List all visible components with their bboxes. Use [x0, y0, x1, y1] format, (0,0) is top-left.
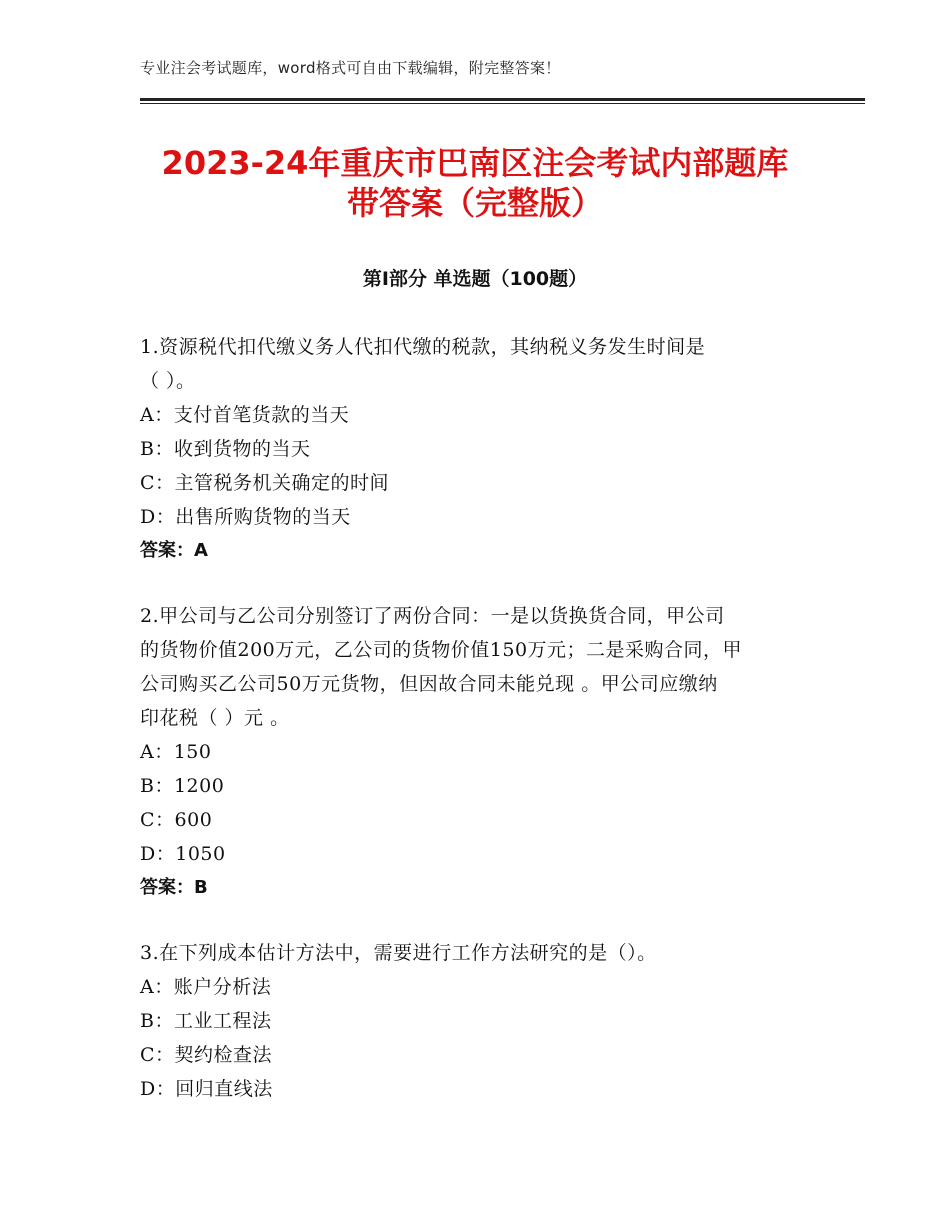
question-text [140, 330, 820, 398]
question-text-line: 3.在下列成本估计方法中，需要进行工作方法研究的是（）。 [140, 942, 657, 964]
question-text-line: 的货物价值200万元，乙公司的货物价值150万元；二是采购合同，甲 [140, 639, 743, 661]
question-2 [140, 599, 820, 905]
document-title-line-2: 带答案（完整版） [346, 184, 603, 222]
question-text [140, 936, 820, 970]
option-c: C：600 [140, 809, 213, 831]
question-text-line: 公司购买乙公司50万元货物，但因故合同未能兑现 。甲公司应缴纳 [140, 673, 718, 695]
option-b: B：工业工程法 [140, 1010, 272, 1032]
option-c: C：主管税务机关确定的时间 [140, 472, 390, 494]
question-text-line: 印花税（ ）元 。 [140, 707, 290, 729]
option-b: B：收到货物的当天 [140, 438, 311, 460]
option-d: D：回归直线法 [140, 1078, 273, 1100]
header-rule-thick [140, 98, 865, 101]
option-b: B：1200 [140, 775, 225, 797]
header-note: 专业注会考试题库，word格式可自由下载编辑，附完整答案！ [140, 59, 561, 77]
question-text-line: 1.资源税代扣代缴义务人代扣代缴的税款，其纳税义务发生时间是 [140, 336, 706, 358]
option-d: D：1050 [140, 843, 226, 865]
option-a: A：账户分析法 [140, 976, 272, 998]
header-rule-thin [140, 103, 865, 104]
question-text-line: 2.甲公司与乙公司分别签订了两份合同：一是以货换货合同，甲公司 [140, 605, 725, 627]
option-a: A：150 [140, 741, 212, 763]
question-text-line: （ ）。 [140, 370, 196, 392]
question-text [140, 599, 820, 735]
answer-label: 答案：B [140, 877, 208, 898]
option-c: C：契约检查法 [140, 1044, 273, 1066]
document-title [100, 143, 850, 223]
question-3 [140, 936, 820, 1106]
document-title-line-1: 2023-24年重庆市巴南区注会考试内部题库 [161, 144, 789, 182]
option-a: A：支付首笔货款的当天 [140, 404, 350, 426]
question-list [140, 330, 820, 1137]
option-d: D：出售所购货物的当天 [140, 506, 351, 528]
section-heading: 第Ⅰ部分 单选题（100题） [362, 268, 588, 290]
answer-label: 答案：A [140, 540, 208, 561]
question-1 [140, 330, 820, 568]
